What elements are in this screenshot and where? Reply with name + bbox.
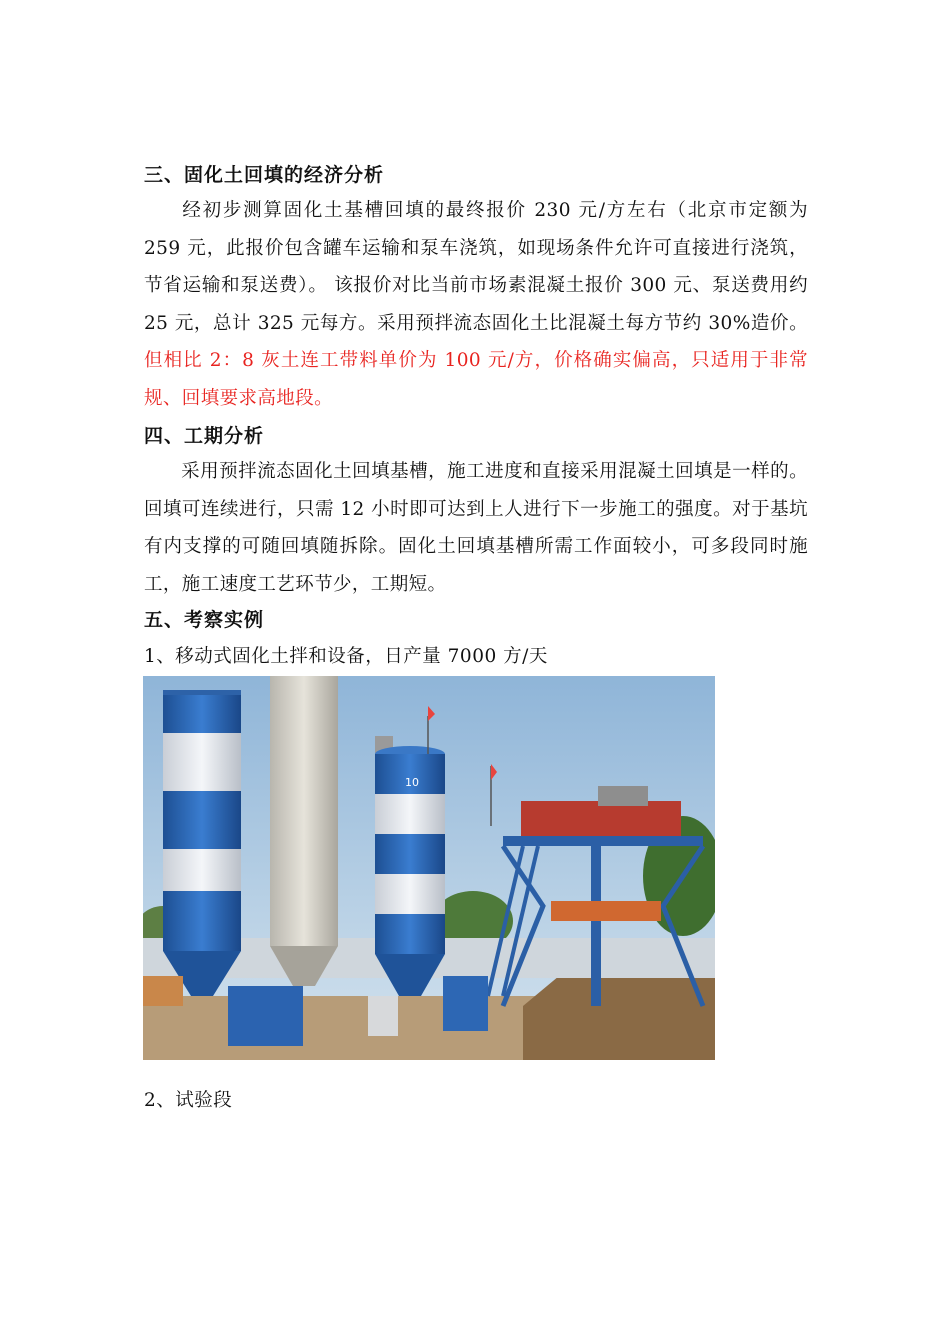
section-3-text: 经初步测算固化土基槽回填的最终报价 230 元/方左右（北京市定额为 259 元，此报价包含罐车运输和泵车浇筑，如现场条件允许可直接进行浇筑，节省运输和泵送费）。 该报价对比当前市场素混凝土报价 300 元、泵送费用约 25 元，总计 325 元每方。采用预拌流态固化土比混凝土每方节约 30%造价。 — [144, 200, 808, 334]
mixing-plant-photo — [143, 676, 715, 1060]
section-3-paragraph — [144, 192, 808, 417]
example-1-caption: 1、移动式固化土拌和设备，日产量 7000 方/天 — [144, 646, 548, 667]
section-5-heading: 五、考察实例 — [144, 609, 265, 631]
section-4-paragraph — [144, 453, 808, 603]
section-3-highlight-text: 但相比 2：8 灰土连工带料单价为 100 元/方，价格确实偏高，只适用于非常规、回填要求高地段。 — [144, 350, 808, 409]
section-3-heading: 三、固化土回填的经济分析 — [144, 164, 385, 186]
silo-number: 10 — [405, 776, 419, 789]
example-2-caption: 2、试验段 — [144, 1090, 233, 1111]
section-4-text: 采用预拌流态固化土回填基槽，施工进度和直接采用混凝土回填是一样的。回填可连续进行，只需 12 小时即可达到上人进行下一步施工的强度。对于基坑有内支撑的可随回填随拆除。固化土回填基槽所需工作面较小，可多段同时施工，施工速度工艺环节少，工期短。 — [144, 461, 808, 595]
section-4-heading: 四、工期分析 — [144, 425, 265, 447]
